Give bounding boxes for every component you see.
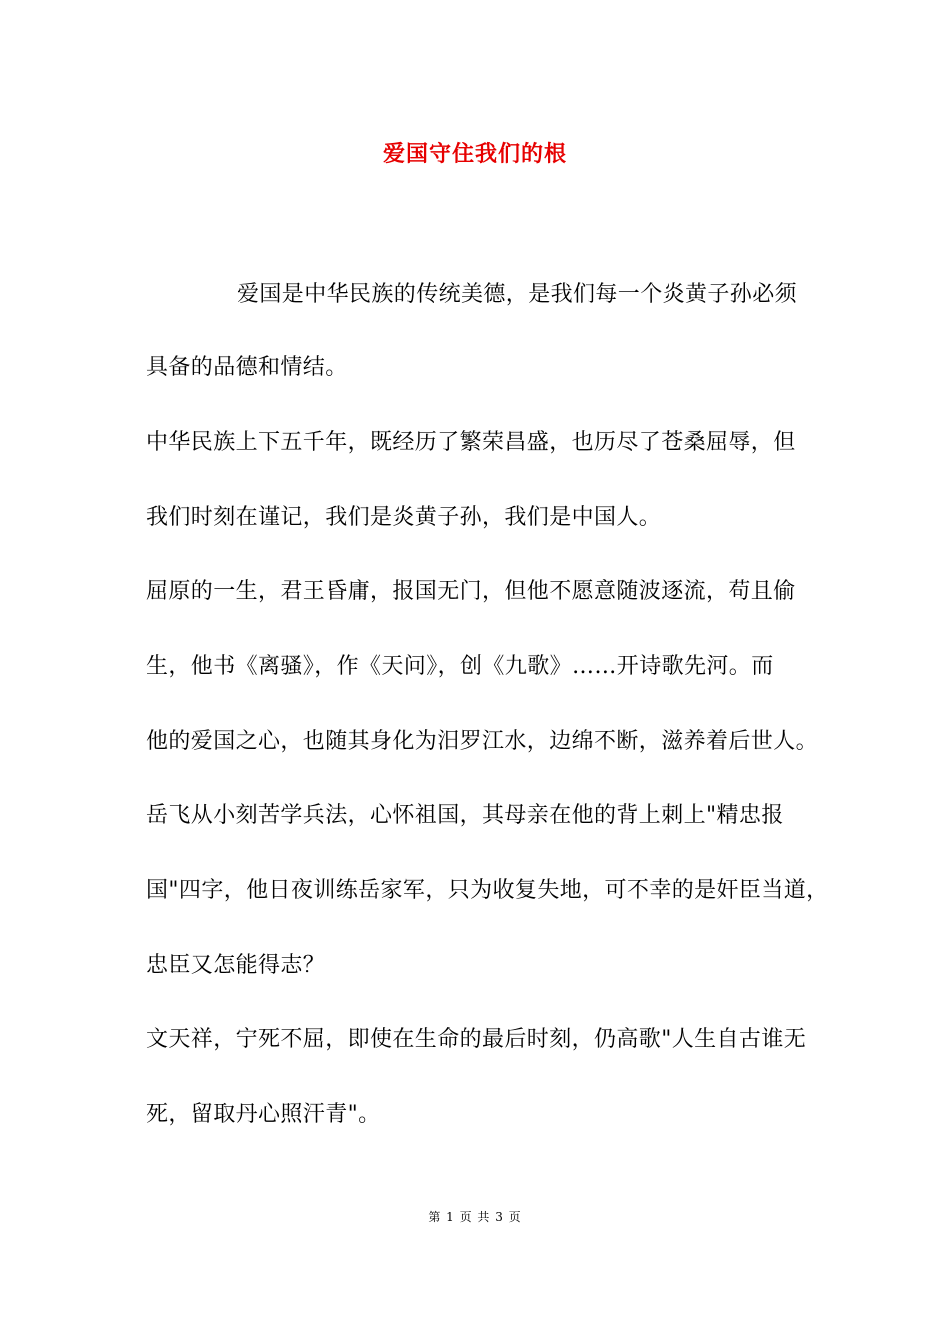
page-footer: 第 1 页 共 3 页 [428,1210,522,1224]
paragraph-line: 屈原的一生，君王昏庸，报国无门，但他不愿意随波逐流，苟且偷 [146,579,796,604]
paragraph-line: 生，他书《离骚》，作《天问》，创《九歌》……开诗歌先河。而 [146,654,774,679]
paragraph-line: 我们时刻在谨记，我们是炎黄子孙，我们是中国人。 [146,505,662,530]
paragraph-line: 岳飞从小刻苦学兵法，心怀祖国，其母亲在他的背上刺上"精忠报 [146,803,784,828]
paragraph-line: 死，留取丹心照汗青"。 [146,1102,381,1127]
paragraph-line: 他的爱国之心，也随其身化为汨罗江水，边绵不断，滋养着后世人。 [146,729,819,754]
paragraph-line: 中华民族上下五千年，既经历了繁荣昌盛，也历尽了苍桑屈辱，但 [146,430,796,455]
page-title: 爱国守住我们的根 [382,141,567,167]
paragraph-line: 具备的品德和情结。 [146,355,348,380]
paragraph-line: 爱国是中华民族的传统美德，是我们每一个炎黄子孙必须 [237,282,798,307]
paragraph-line: 国"四字，他日夜训练岳家军，只为收复失地，可不幸的是奸臣当道， [146,878,829,903]
paragraph-line: 忠臣又怎能得志？ [146,953,326,978]
paragraph-line: 文天祥，宁死不屈，即使在生命的最后时刻，仍高歌"人生自古谁无 [146,1027,807,1052]
